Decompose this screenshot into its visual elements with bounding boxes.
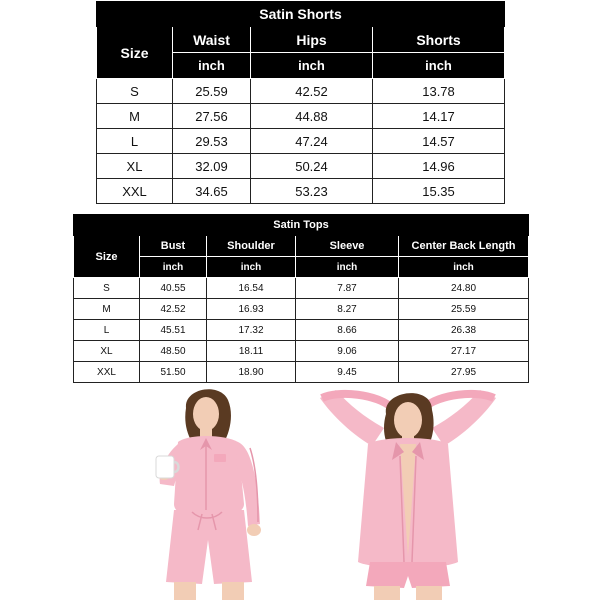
shorts-col-size: Size [97, 27, 173, 79]
table-row [74, 278, 529, 299]
model-photo-hands-behind-head [308, 386, 508, 600]
size-cell: S [74, 278, 140, 299]
shoulder-cell: 17.32 [207, 320, 296, 341]
shorts-unit-shorts: inch [373, 53, 505, 79]
shorts-col-hips: Hips [251, 27, 373, 53]
hips-cell: 44.88 [251, 104, 373, 129]
tops-col-sleeve: Sleeve [296, 236, 399, 257]
shorts-col-shorts: Shorts [373, 27, 505, 53]
length-cell: 27.17 [399, 341, 529, 362]
shorts-size-table [96, 1, 505, 204]
shoulder-cell: 16.54 [207, 278, 296, 299]
shorts-col-waist: Waist [173, 27, 251, 53]
table-row [97, 129, 505, 154]
shoulder-cell: 16.93 [207, 299, 296, 320]
tops-col-center-back-length: Center Back Length [399, 236, 529, 257]
bust-cell: 40.55 [140, 278, 207, 299]
length-cell: 25.59 [399, 299, 529, 320]
waist-cell: 25.59 [173, 79, 251, 104]
shorts-length-cell: 14.57 [373, 129, 505, 154]
sleeve-cell: 8.27 [296, 299, 399, 320]
tops-col-shoulder: Shoulder [207, 236, 296, 257]
waist-cell: 34.65 [173, 179, 251, 204]
waist-cell: 32.09 [173, 154, 251, 179]
table-row [74, 362, 529, 383]
shorts-unit-waist: inch [173, 53, 251, 79]
table-row [97, 154, 505, 179]
shoulder-cell: 18.90 [207, 362, 296, 383]
tops-unit-sleeve: inch [296, 257, 399, 278]
size-cell: XXL [74, 362, 140, 383]
size-cell: XXL [97, 179, 173, 204]
bust-cell: 42.52 [140, 299, 207, 320]
bust-cell: 48.50 [140, 341, 207, 362]
shoulder-cell: 18.11 [207, 341, 296, 362]
waist-cell: 27.56 [173, 104, 251, 129]
sleeve-cell: 8.66 [296, 320, 399, 341]
size-cell: L [97, 129, 173, 154]
tops-col-size: Size [74, 236, 140, 278]
table-row [74, 320, 529, 341]
size-cell: M [97, 104, 173, 129]
length-cell: 27.95 [399, 362, 529, 383]
hips-cell: 47.24 [251, 129, 373, 154]
sleeve-cell: 9.45 [296, 362, 399, 383]
length-cell: 24.80 [399, 278, 529, 299]
shorts-length-cell: 15.35 [373, 179, 505, 204]
waist-cell: 29.53 [173, 129, 251, 154]
tops-unit-bust: inch [140, 257, 207, 278]
table-row [97, 104, 505, 129]
size-cell: L [74, 320, 140, 341]
bust-cell: 51.50 [140, 362, 207, 383]
tops-unit-length: inch [399, 257, 529, 278]
sleeve-cell: 7.87 [296, 278, 399, 299]
hips-cell: 50.24 [251, 154, 373, 179]
tops-unit-shoulder: inch [207, 257, 296, 278]
shorts-unit-hips: inch [251, 53, 373, 79]
size-cell: XL [97, 154, 173, 179]
shorts-length-cell: 14.96 [373, 154, 505, 179]
sleeve-cell: 9.06 [296, 341, 399, 362]
shorts-table-title: Satin Shorts [97, 2, 505, 27]
tops-size-table [73, 214, 529, 383]
hips-cell: 42.52 [251, 79, 373, 104]
table-row [74, 299, 529, 320]
table-row [97, 79, 505, 104]
bust-cell: 45.51 [140, 320, 207, 341]
length-cell: 26.38 [399, 320, 529, 341]
size-cell: XL [74, 341, 140, 362]
table-row [74, 341, 529, 362]
size-cell: M [74, 299, 140, 320]
shorts-length-cell: 14.17 [373, 104, 505, 129]
hips-cell: 53.23 [251, 179, 373, 204]
shorts-length-cell: 13.78 [373, 79, 505, 104]
model-photo-holding-mug [148, 386, 288, 600]
size-cell: S [97, 79, 173, 104]
tops-col-bust: Bust [140, 236, 207, 257]
table-row [97, 179, 505, 204]
tops-table-title: Satin Tops [74, 215, 529, 236]
